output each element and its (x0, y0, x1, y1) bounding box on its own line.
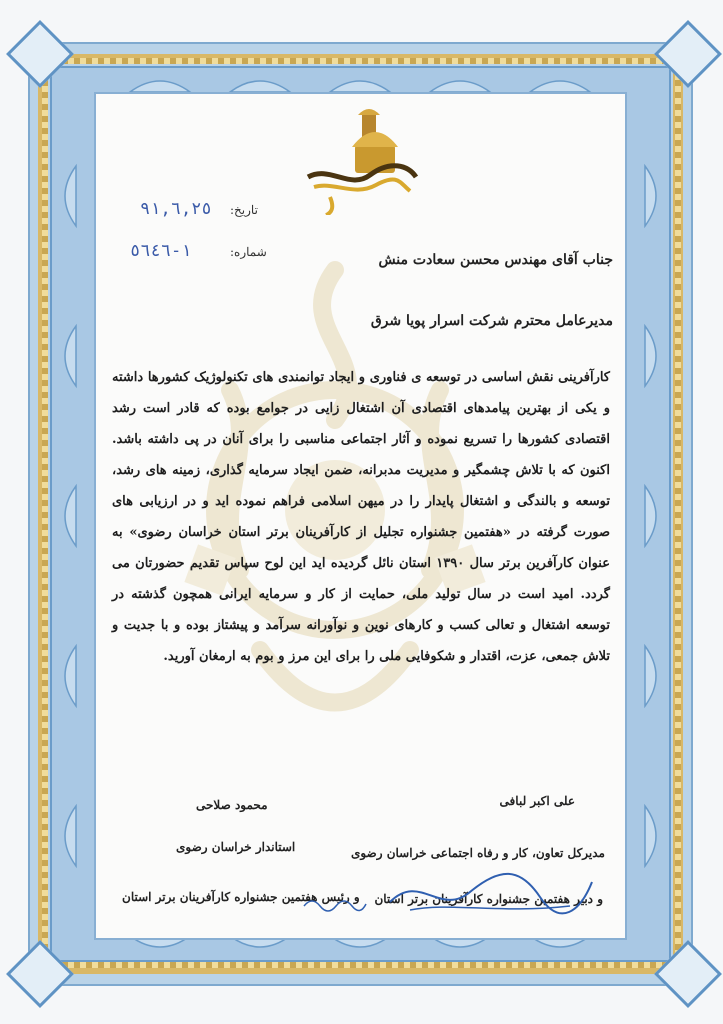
left-signatory-name: محمود صلاحی (196, 798, 268, 812)
right-handwritten-signature (380, 862, 600, 922)
left-signatory-title: استاندار خراسان رضوی (176, 840, 296, 854)
recipient-title: مدیرعامل محترم شرکت اسرار پویا شرق (370, 313, 613, 329)
top-rope-border (50, 58, 671, 64)
recipient-name: جناب آقای مهندس محسن سعادت منش (378, 252, 613, 268)
right-signatory-role: و دبیر هفتمین جشنواره کارآفرینان برتر استان (374, 892, 603, 906)
left-signatory-role: و رئیس هفتمین جشنواره کارآفرینان برتر استان (122, 890, 360, 904)
number-value: ١-٥٦٤٦ (130, 241, 192, 261)
left-handwritten-signature (300, 892, 370, 916)
date-value: ٩١,٦,٢٥ (140, 199, 212, 219)
shrine-calligraphy-emblem (300, 105, 420, 215)
bottom-rope-border (50, 962, 671, 968)
right-signatory-name: علی اکبر لبافی (499, 794, 575, 808)
right-rope-border (675, 66, 681, 962)
left-rope-border (42, 66, 48, 962)
number-label: شماره: (230, 245, 267, 259)
right-signatory-title: مدیرکل تعاون، کار و رفاه اجتماعی خراسان رضوی (350, 846, 605, 860)
certificate-body-text: کارآفرینی نقش اساسی در توسعه ی فناوری و ایجاد توانمندی های تکنولوژیک کشورها داشته و یکی از بهترین پیامدهای اقتصادی آن اشتغال زایی در جوامع بوده که قادر است رشد اقتصادی کشورها را تسریع نموده و آثار اجتماعی مناسبی را برای آنان در پی داشته باشد. اکنون که با تلاش چشمگیر و مدیریت مدبرانه، ضمن ایجاد سرمایه گذاری، زمینه های رشد، توسعه و بالندگی و اشتغال پایدار را در میهن اسلامی فراهم نموده اید و در ارزیابی های صورت گرفته در «هفتمین جشنواره تجلیل از کارآفرینان برتر استان خراسان رضوی» به عنوان کارآفرین برتر سال ١٣٩٠ استان نائل گردیده اید این لوح سپاس تقدیم حضورتان می گردد. امید است در سال تولید ملی، حمایت از کار و سرمایه ایرانی همچون گذشته در توسعه اشتغال و تعالی کسب و کارهای نوین و نوآورانه سرآمد و پیشتاز بوده و با جدیت و تلاش جمعی، عزت، اقتدار و شکوفایی ملی را برای این مرز و بوم به ارمغان آورید. (112, 370, 611, 664)
date-label: تاریخ: (230, 203, 258, 217)
